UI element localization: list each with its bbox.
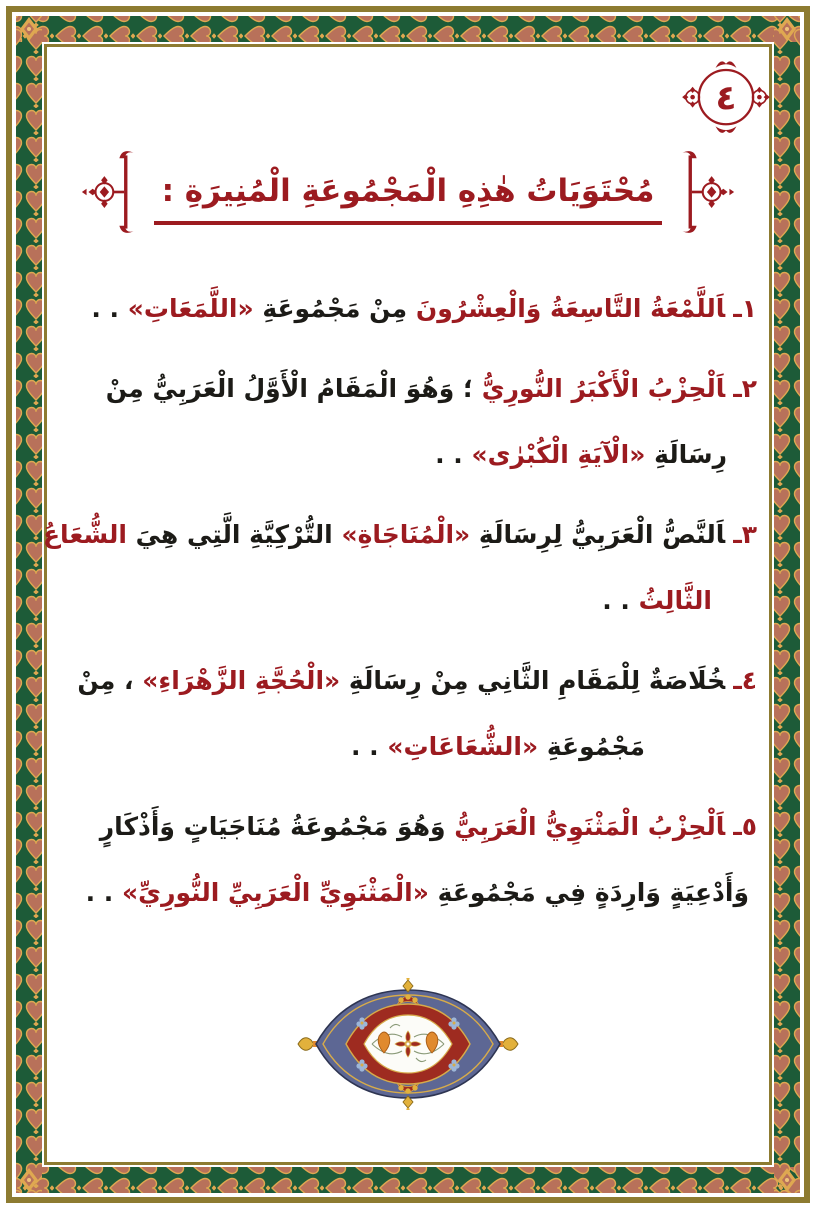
toc-item <box>52 276 757 342</box>
toc-item <box>52 794 757 926</box>
toc-text-segment: «الْمَثْنَوِيِّ الْعَرَبِيِّ النُّورِيِّ» <box>122 878 429 907</box>
toc-text-segment: التُّرْكِيَّةِ الَّتِي هِيَ <box>126 520 342 549</box>
medallion-bottom-ornament-icon <box>716 126 737 133</box>
toc-text-segment: خُلَاصَةٌ لِلْمَقَامِ الثَّانِي مِنْ رِسَالَةِ <box>340 666 726 695</box>
toc-item-line <box>52 648 757 714</box>
medallion-right-rosette-icon <box>753 87 770 108</box>
toc-item-line <box>52 714 757 780</box>
toc-text-segment: وَأَدْعِيَةٍ وَارِدَةٍ فِي مَجْمُوعَةِ <box>428 878 749 907</box>
toc-item <box>42 502 757 634</box>
page-number: ٤ <box>715 78 737 119</box>
toc-text-segment: «الْحُجَّةِ الزَّهْرَاءِ» <box>142 666 341 695</box>
toc-text-segment: «الشُّعَاعَاتِ» <box>387 732 539 761</box>
toc-item-line <box>52 568 757 634</box>
item-number: ٢ـ <box>733 374 757 403</box>
toc-text-segment: . . <box>85 878 122 907</box>
toc-item-line <box>52 860 757 926</box>
page-title: مُحْتَوَيَاتُ هٰذِهِ الْمَجْمُوعَةِ الْمُنِيرَةِ : <box>154 159 663 225</box>
toc-text-segment: «الْمُنَاجَاةِ» <box>341 520 471 549</box>
toc-text-segment: . . <box>91 294 128 323</box>
toc-item-line <box>42 502 757 568</box>
footer-arabesque-ornament-icon <box>296 978 520 1110</box>
title-block <box>0 142 816 242</box>
toc-text-segment: مِنْ مَجْمُوعَةِ <box>253 294 408 323</box>
toc-text-segment: «الْآيَةِ الْكُبْرٰى» <box>471 440 646 469</box>
title-bracket-left-icon <box>80 142 140 242</box>
page-number-medallion <box>678 46 774 142</box>
toc-text-segment: ، مِنْ <box>77 666 143 695</box>
toc-text-segment: اَلنَّصُّ الْعَرَبِيُّ لِرِسَالَةِ <box>470 520 726 549</box>
toc-text-segment: رِسَالَةِ <box>645 440 727 469</box>
toc-item-line <box>52 794 757 860</box>
toc-text-segment: الشُّعَاعُ <box>42 520 127 549</box>
toc-text-segment: ؛ وَهُوَ الْمَقَامُ الْأَوَّلُ الْعَرَبِيُّ مِنْ <box>105 374 482 403</box>
toc-text-segment: «اللَّمَعَاتِ» <box>127 294 254 323</box>
toc-item <box>52 356 757 488</box>
toc-text-segment: اَلْحِزْبُ الْمَثْنَوِيُّ الْعَرَبِيُّ <box>445 812 726 841</box>
title-bracket-right-icon <box>676 142 736 242</box>
medallion-left-rosette-icon <box>682 87 699 108</box>
toc-text-segment: . . <box>350 732 388 761</box>
toc-item <box>52 648 757 780</box>
contents-list <box>42 276 757 940</box>
medallion-top-ornament-icon <box>716 61 737 68</box>
toc-text-segment: الثَّالِثُ <box>638 586 712 615</box>
toc-text-segment: . . <box>602 586 639 615</box>
item-number: ٣ـ <box>733 520 757 549</box>
item-number: ٤ـ <box>733 666 757 695</box>
toc-item-line <box>52 356 757 422</box>
toc-text-segment: . . <box>435 440 472 469</box>
toc-text-segment: وَهُوَ مَجْمُوعَةُ مُنَاجَيَاتٍ وَأَذْكَارٍ <box>99 812 446 841</box>
toc-item-line <box>52 276 757 342</box>
item-number: ٥ـ <box>733 812 757 841</box>
toc-item-line <box>52 422 757 488</box>
toc-text-segment: اَلْحِزْبُ الْأَكْبَرُ النُّورِيُّ <box>481 374 726 403</box>
item-number: ١ـ <box>733 294 757 323</box>
toc-text-segment: مَجْمُوعَةِ <box>538 732 645 761</box>
toc-text-segment: اَللَّمْعَةُ التَّاسِعَةُ وَالْعِشْرُونَ <box>407 294 726 323</box>
